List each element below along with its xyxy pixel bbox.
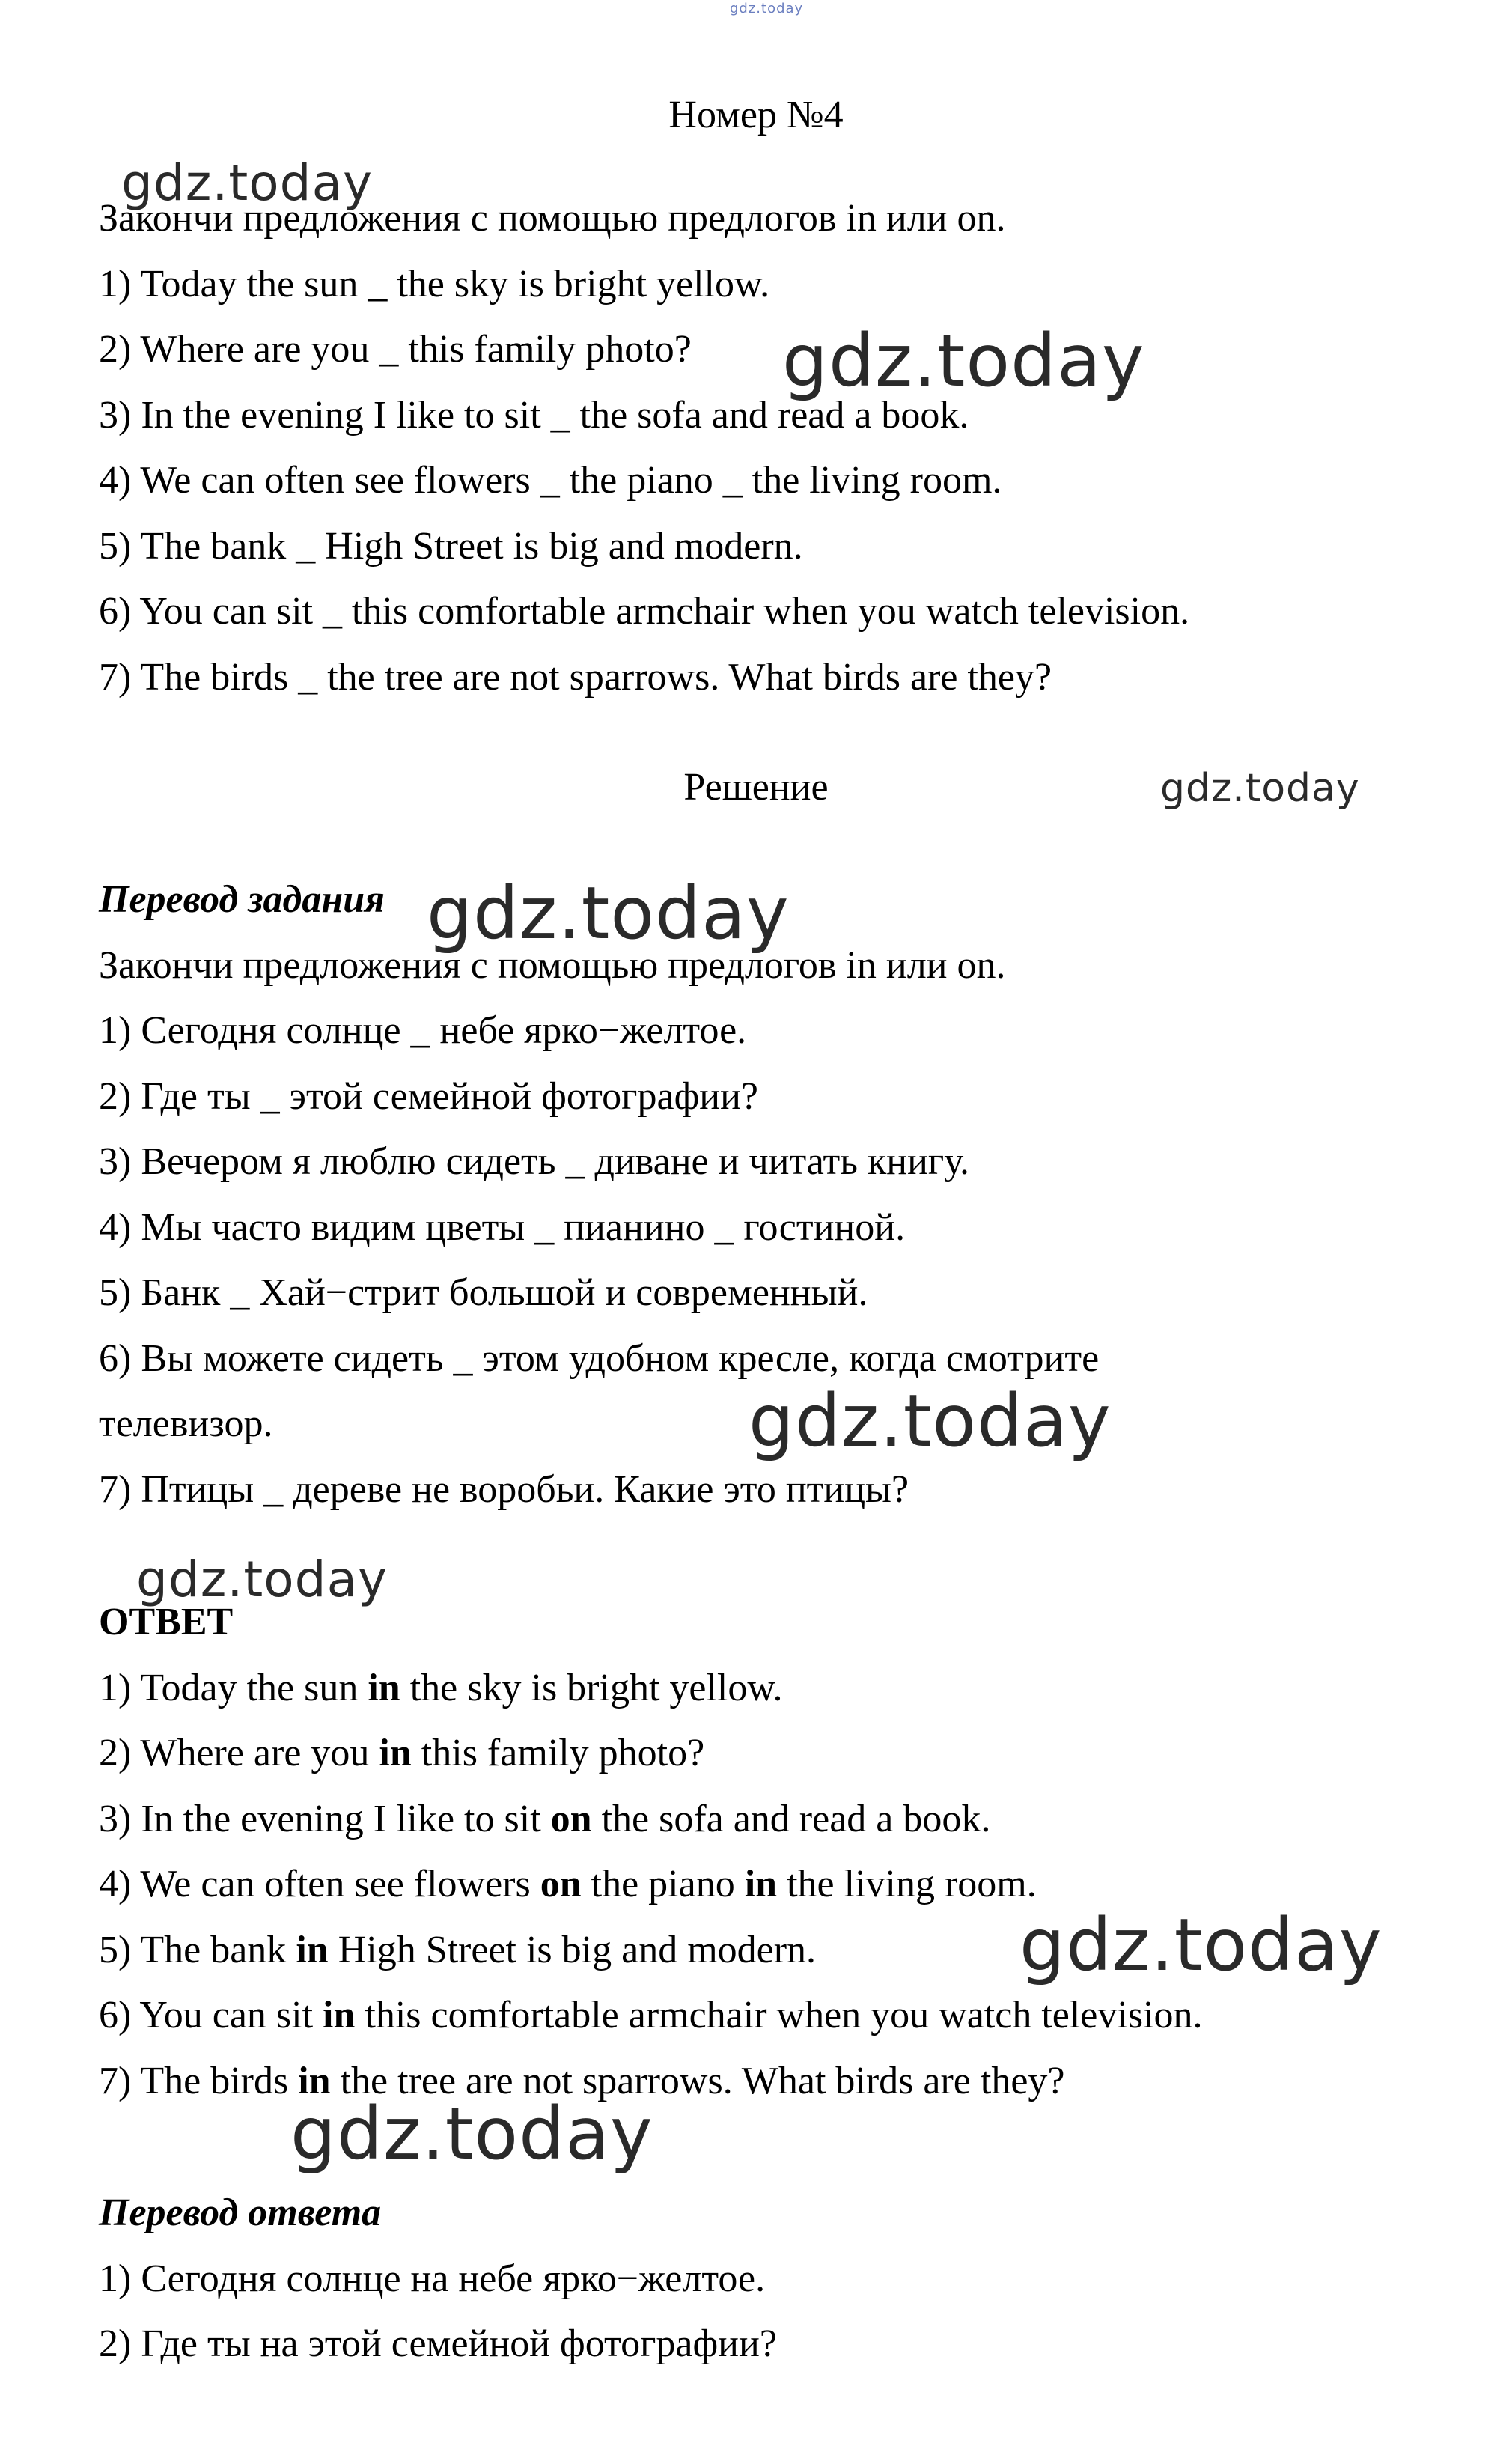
task-item: 6) You can sit _ this comfortable armchair when you watch television. <box>99 590 1190 633</box>
answer-preposition: on <box>540 1863 582 1905</box>
watermark: gdz.today <box>427 871 790 955</box>
task-item: 2) Where are you _ this family photo? <box>99 328 692 371</box>
answer-item <box>99 1731 704 1776</box>
answer-preposition: on <box>550 1798 592 1840</box>
translation-instruction: Закончи предложения с помощью предлогов in или on. <box>99 944 1006 987</box>
watermark-top: gdz.today <box>730 1 804 16</box>
answer-text: the sky is bright yellow. <box>400 1667 783 1709</box>
answer-preposition: in <box>298 2060 331 2102</box>
answer-preposition: in <box>368 1667 400 1709</box>
answer-heading: ОТВЕТ <box>99 1601 234 1643</box>
answer-item <box>99 1666 783 1711</box>
answer-translation-item: 2) Где ты на этой семейной фотографии? <box>99 2322 777 2365</box>
translation-item: 2) Где ты _ этой семейной фотографии? <box>99 1075 759 1118</box>
watermark: gdz.today <box>1160 766 1360 811</box>
task-item: 7) The birds _ the tree are not sparrows. What birds are they? <box>99 656 1052 699</box>
answer-preposition: in <box>744 1863 778 1905</box>
answer-item <box>99 1993 1203 2038</box>
answer-text: 7) The birds <box>99 2060 299 2102</box>
answer-text: the living room. <box>777 1863 1037 1905</box>
task-item: 3) In the evening I like to sit _ the sofa and read a book. <box>99 394 969 436</box>
answer-text: the piano <box>581 1863 745 1905</box>
watermark: gdz.today <box>121 154 374 212</box>
answer-text: 2) Where are you <box>99 1732 379 1774</box>
answer-text: 5) The bank <box>99 1929 296 1971</box>
task-item: 4) We can often see flowers _ the piano _ the living room. <box>99 459 1002 502</box>
answer-text: 3) In the evening I like to sit <box>99 1798 551 1840</box>
answer-item <box>99 1928 816 1973</box>
answer-text: this family photo? <box>411 1732 705 1774</box>
answer-text: 1) Today the sun <box>99 1667 368 1709</box>
translation-heading: Перевод задания <box>99 878 385 921</box>
task-instruction: Закончи предложения с помощью предлогов in или on. <box>99 197 1006 240</box>
translation-item: 7) Птицы _ дереве не воробьи. Какие это птицы? <box>99 1468 909 1511</box>
translation-item: 5) Банк _ Хай−стрит большой и современный. <box>99 1271 868 1314</box>
answer-text: this comfortable armchair when you watch television. <box>355 1994 1203 2036</box>
translation-item: 4) Мы часто видим цветы _ пианино _ гостиной. <box>99 1206 906 1249</box>
answer-text: 6) You can sit <box>99 1994 323 2036</box>
watermark: gdz.today <box>1019 1903 1383 1987</box>
watermark: gdz.today <box>290 2092 653 2176</box>
answer-text: the sofa and read a book. <box>591 1798 991 1840</box>
answer-preposition: in <box>296 1929 329 1971</box>
task-item: 5) The bank _ High Street is big and modern. <box>99 525 803 568</box>
answer-translation-item: 1) Сегодня солнце на небе ярко−желтое. <box>99 2257 766 2300</box>
watermark: gdz.today <box>136 1551 388 1608</box>
translation-item: 3) Вечером я люблю сидеть _ диване и читать книгу. <box>99 1140 970 1183</box>
solution-title: Решение <box>683 766 829 809</box>
translation-item: 1) Сегодня солнце _ небе ярко−желтое. <box>99 1009 747 1052</box>
answer-text: the tree are not sparrows. What birds are they? <box>330 2060 1065 2102</box>
page-title: Номер №4 <box>668 94 844 136</box>
answer-text: High Street is big and modern. <box>328 1929 817 1971</box>
answer-translation-heading: Перевод ответа <box>99 2191 382 2234</box>
translation-item-continued: телевизор. <box>99 1402 273 1445</box>
translation-item: 6) Вы можете сидеть _ этом удобном кресле, когда смотрите <box>99 1337 1100 1380</box>
watermark: gdz.today <box>749 1379 1112 1463</box>
answer-preposition: in <box>323 1994 356 2036</box>
answer-item <box>99 1862 1037 1907</box>
answer-item <box>99 1797 990 1842</box>
watermark: gdz.today <box>782 319 1145 403</box>
task-item: 1) Today the sun _ the sky is bright yellow. <box>99 263 770 305</box>
answer-preposition: in <box>379 1732 412 1774</box>
answer-text: 4) We can often see flowers <box>99 1863 540 1905</box>
